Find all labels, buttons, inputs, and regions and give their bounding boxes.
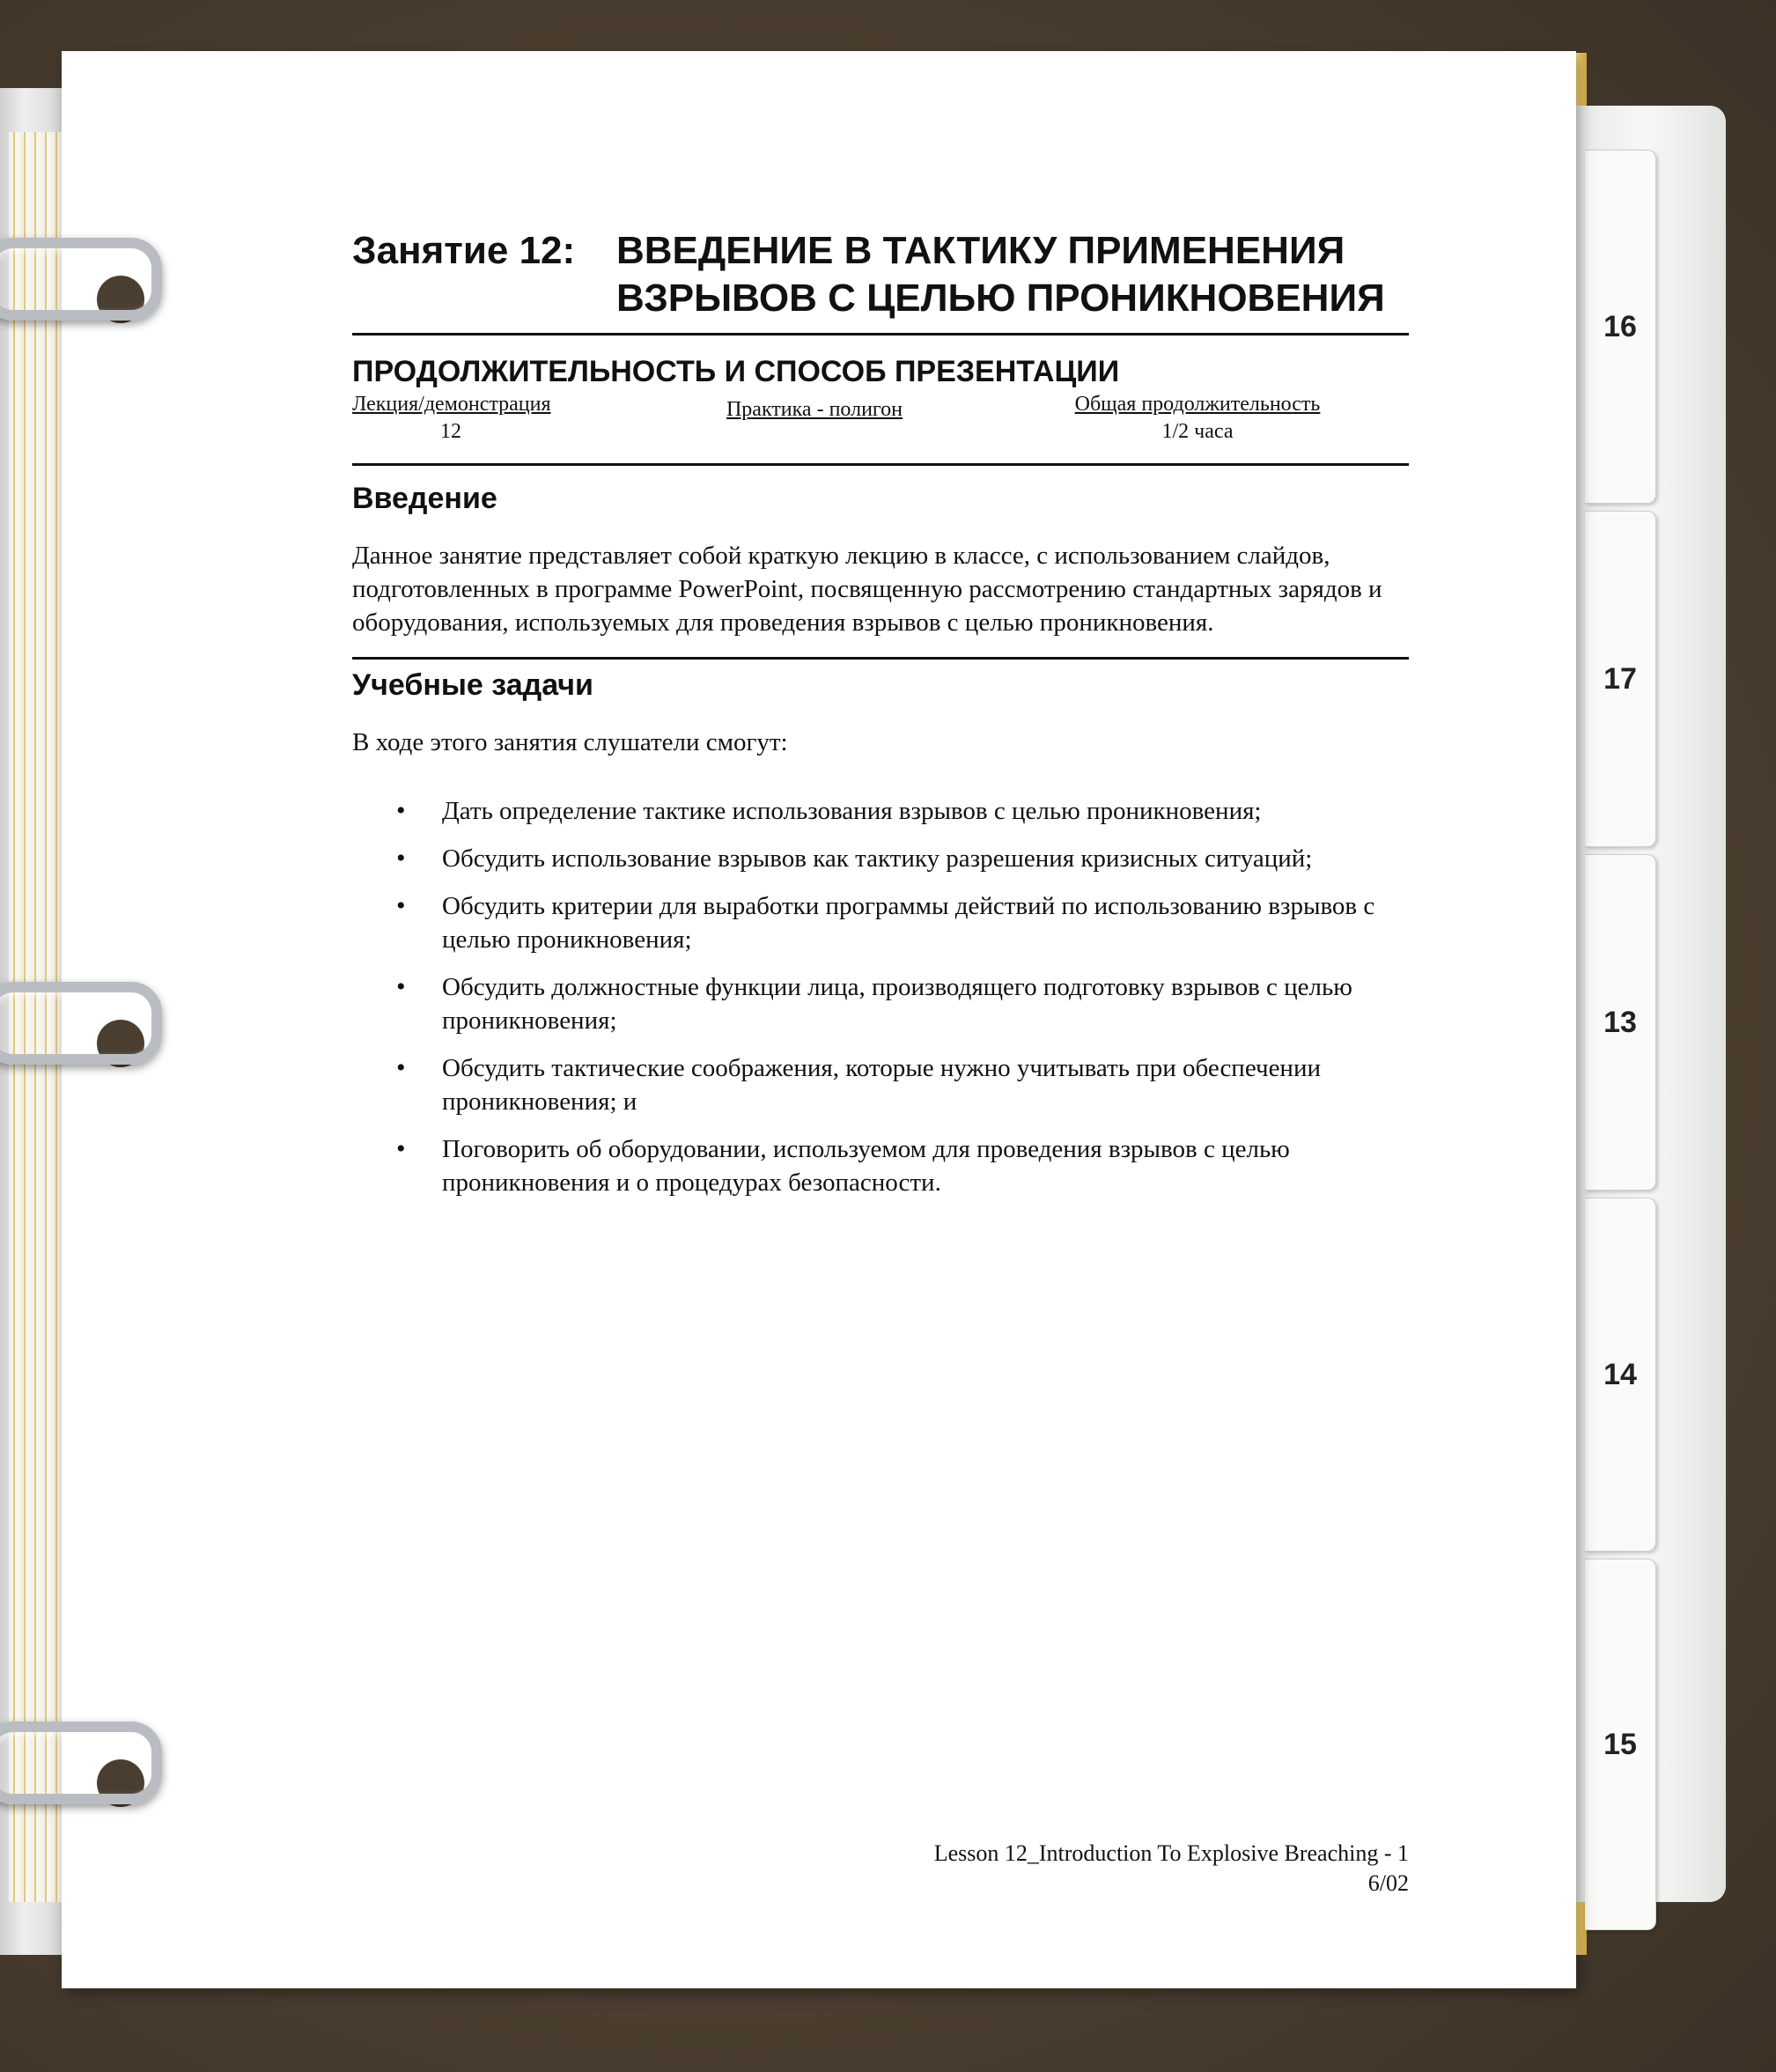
objectives-heading: Учебные задачи — [352, 668, 593, 702]
list-item — [352, 889, 1409, 956]
page-footer — [916, 1839, 1409, 1899]
bullet-icon: • — [396, 796, 406, 825]
binder-ring — [0, 982, 162, 1065]
tab-label: 15 — [1603, 1727, 1637, 1761]
lesson-number: Занятие 12: — [352, 229, 576, 272]
lesson-header — [352, 227, 1409, 322]
list-item-text: Поговорить об оборудовании, используемом для проведения взрывов с целью проникновения и о процедурах безопасности. — [442, 1135, 1290, 1197]
list-item — [352, 794, 1409, 828]
column-header: Практика - полигон — [726, 398, 903, 421]
presentation-col-total — [1048, 393, 1347, 444]
divider-tab-13[interactable] — [1585, 854, 1656, 1191]
presentation-col-lecture — [352, 393, 581, 444]
tab-label: 16 — [1603, 309, 1637, 343]
bullet-icon: • — [396, 972, 406, 1001]
presentation-table — [352, 393, 1409, 444]
tab-label: 13 — [1603, 1005, 1637, 1039]
list-item — [352, 842, 1409, 875]
column-value: 12 — [440, 420, 461, 443]
column-header: Общая продолжительность — [1074, 393, 1321, 416]
divider-line — [352, 657, 1409, 660]
bullet-icon: • — [396, 1134, 406, 1163]
bullet-icon: • — [396, 844, 406, 873]
presentation-col-practice — [700, 398, 929, 444]
footer-lesson-label: Lesson 12_Introduction To Explosive Breaching - 1 — [933, 1840, 1409, 1866]
list-item-text: Обсудить критерии для выработки программы действий по использованию взрывов с целью проникновения; — [442, 892, 1375, 954]
page-content — [352, 227, 1409, 1213]
list-item-text: Обсудить использование взрывов как тактику разрешения кризисных ситуаций; — [442, 844, 1313, 873]
intro-text: Данное занятие представляет собой краткую лекцию в классе, с использованием слайдов, подготовленных в программе PowerPoint, посвященную рассмотрению стандартных зарядов и оборудования, используемых для проведения взрывов с целью проникновения. — [352, 542, 1382, 637]
divider-tab-15[interactable] — [1585, 1559, 1656, 1930]
lesson-title: ВВЕДЕНИЕ В ТАКТИКУ ПРИМЕНЕНИЯ ВЗРЫВОВ С ЦЕЛЬЮ ПРОНИКНОВЕНИЯ — [616, 229, 1385, 320]
list-item — [352, 970, 1409, 1037]
footer-date: 6/02 — [1367, 1870, 1409, 1896]
list-item — [352, 1051, 1409, 1118]
presentation-heading: ПРОДОЛЖИТЕЛЬНОСТЬ И СПОСОБ ПРЕЗЕНТАЦИИ — [352, 355, 1120, 388]
divider-tab-14[interactable] — [1585, 1198, 1656, 1552]
tab-label: 17 — [1603, 661, 1637, 696]
bullet-icon: • — [396, 891, 406, 920]
divider-line — [352, 463, 1409, 466]
divider-tab-16[interactable] — [1585, 150, 1656, 504]
document-page — [62, 51, 1576, 1988]
objectives-lead: В ходе этого занятия слушатели смогут: — [352, 728, 788, 756]
column-value: 1/2 часа — [1161, 420, 1234, 443]
intro-heading: Введение — [352, 482, 497, 515]
divider-tab-17[interactable] — [1585, 511, 1656, 847]
binder-ring — [0, 1722, 162, 1804]
tab-label: 14 — [1603, 1357, 1637, 1391]
binder-ring — [0, 238, 162, 321]
column-header: Лекция/демонстрация — [352, 393, 551, 416]
list-item-text: Обсудить должностные функции лица, производящего подготовку взрывов с целью проникновения; — [442, 973, 1352, 1035]
objectives-list — [352, 794, 1409, 1199]
bullet-icon: • — [396, 1053, 406, 1082]
list-item — [352, 1132, 1409, 1199]
list-item-text: Дать определение тактике использования взрывов с целью проникновения; — [442, 797, 1262, 825]
divider-line — [352, 333, 1409, 336]
list-item-text: Обсудить тактические соображения, которые нужно учитывать при обеспечении проникновения; и — [442, 1054, 1321, 1116]
